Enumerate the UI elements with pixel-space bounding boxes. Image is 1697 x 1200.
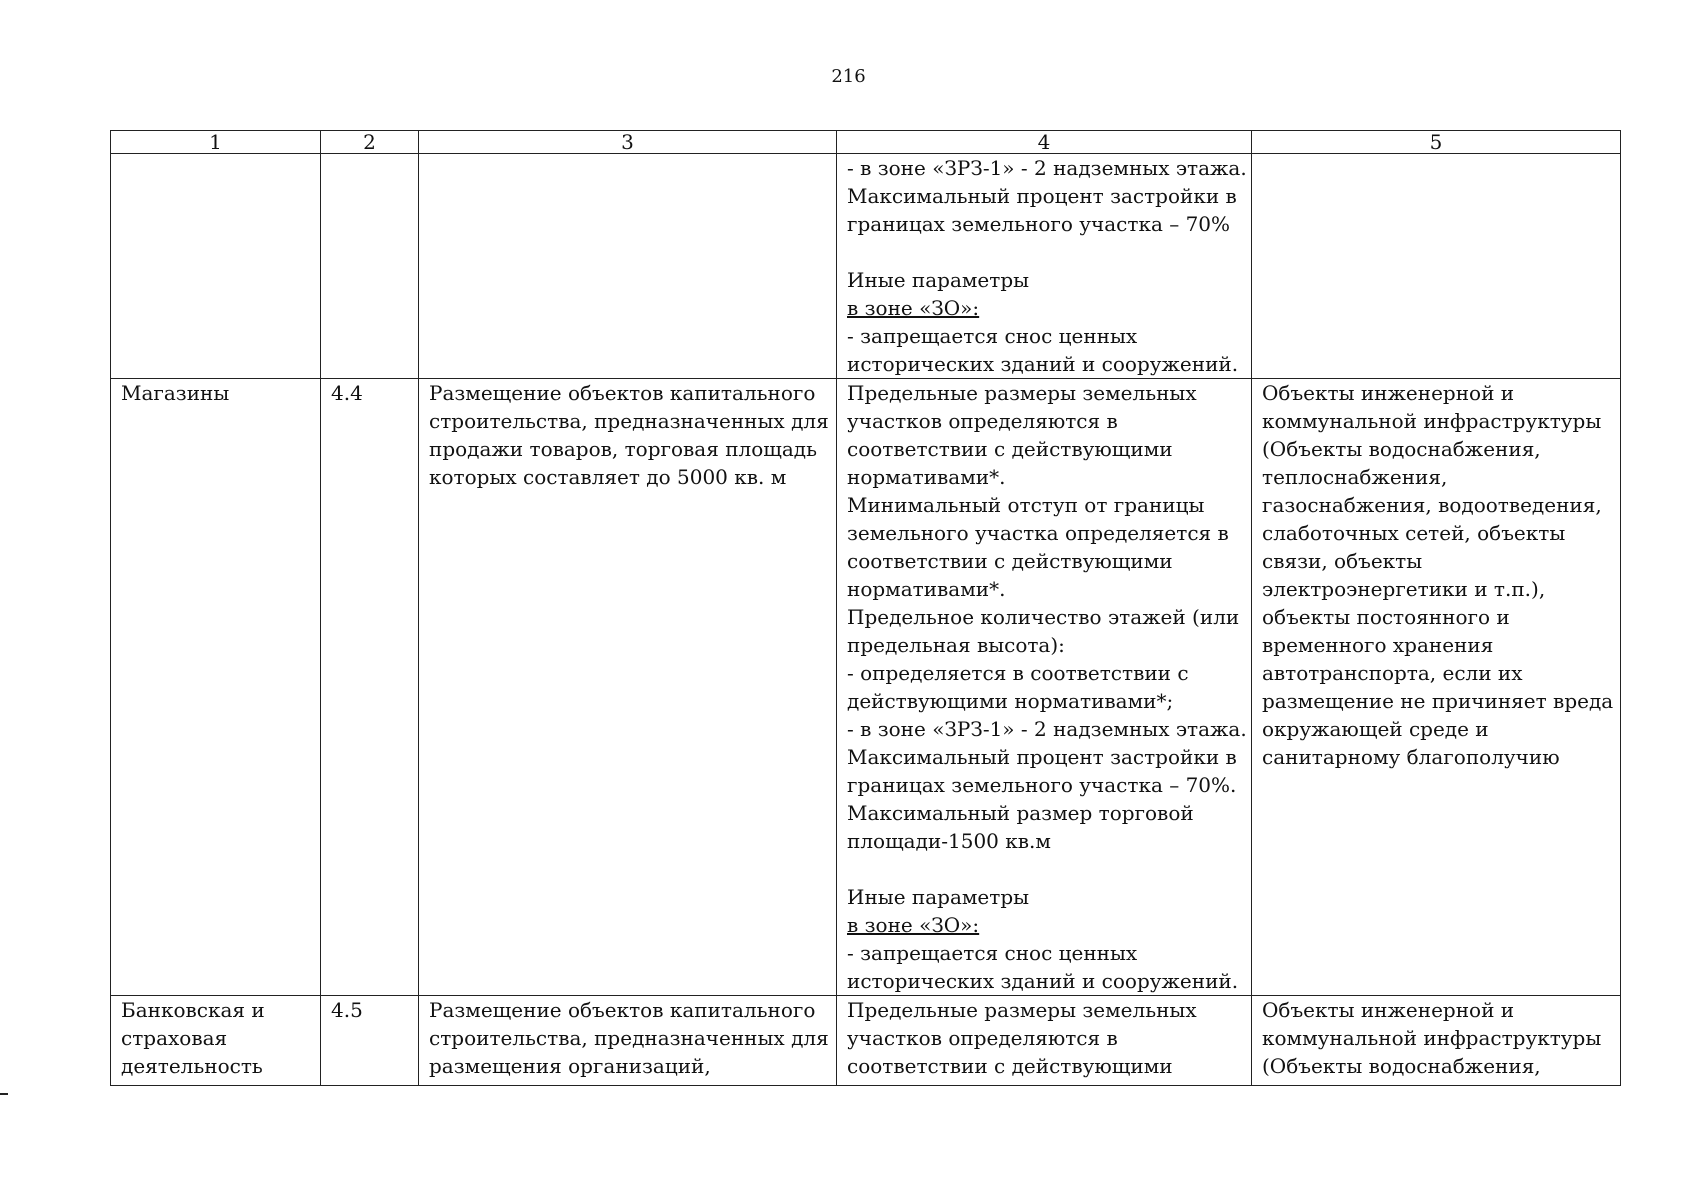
page-number: 216 [831, 66, 866, 87]
cell-text-line: - в зоне «ЗРЗ-1» - 2 надземных этажа. [847, 717, 1247, 741]
cell-text-line: теплоснабжения, [1262, 465, 1448, 489]
cell-text-line: временного хранения [1262, 633, 1494, 657]
cell-text-line: соответствии с действующими [847, 1054, 1173, 1078]
cell-text-line: коммунальной инфраструктуры [1262, 1026, 1602, 1050]
cell-text-line: Объекты инженерной и [1262, 998, 1515, 1022]
cell-text-line: окружающей среде и [1262, 717, 1489, 741]
cell-text-line: Магазины [121, 381, 230, 405]
cell-col-4 [837, 154, 1252, 379]
cell-text-line: - запрещается снос ценных [847, 941, 1138, 965]
cell-text-line [847, 855, 1241, 883]
cell-text-line: (Объекты водоснабжения, [1262, 437, 1541, 461]
cell-text-line: Минимальный отступ от границы [847, 493, 1205, 517]
cell-text-line: размещение не причиняет вреда [1262, 689, 1614, 713]
cell-text-line: Максимальный размер торговой [847, 801, 1194, 825]
cell-text-line: Предельные размеры земельных [847, 381, 1197, 405]
cell-text-line: продажи товаров, торговая площадь [429, 437, 817, 461]
cell-col-2 [321, 154, 419, 379]
cell-text-line: страховая [121, 1026, 228, 1050]
cell-text-line: Максимальный процент застройки в [847, 184, 1237, 208]
cell-text-line: которых составляет до 5000 кв. м [429, 465, 787, 489]
cell-text-line: участков определяются в [847, 1026, 1118, 1050]
cell-text-line: соответствии с действующими [847, 549, 1173, 573]
cell-text-line: слаботочных сетей, объекты [1262, 521, 1566, 545]
cell-col-1 [111, 379, 321, 996]
cell-text-line: строительства, предназначенных для [429, 409, 829, 433]
cell-text-line: (Объекты водоснабжения, [1262, 1054, 1541, 1078]
cell-text-line: исторических зданий и сооружений. [847, 969, 1239, 993]
cell-text-line: объекты постоянного и [1262, 605, 1510, 629]
cell-text-line: в зоне «ЗО»: [847, 913, 980, 937]
cell-col-5 [1252, 379, 1621, 996]
cell-text-line: Иные параметры [847, 885, 1030, 909]
cell-text-line: площади-1500 кв.м [847, 829, 1051, 853]
cell-col-3 [419, 154, 837, 379]
cell-text-line: предельная высота): [847, 633, 1065, 657]
margin-mark [0, 1093, 8, 1095]
zoning-table [110, 130, 1621, 1086]
cell-text-line: нормативами*. [847, 465, 1006, 489]
column-header-3: 3 [419, 131, 837, 154]
column-header-4: 4 [837, 131, 1252, 154]
cell-text-line: Максимальный процент застройки в [847, 745, 1237, 769]
cell-text-line: автотранспорта, если их [1262, 661, 1523, 685]
cell-text-line: в зоне «ЗО»: [847, 296, 980, 320]
cell-text-line [847, 238, 1241, 266]
cell-text-line: Предельные размеры земельных [847, 998, 1197, 1022]
cell-col-5 [1252, 154, 1621, 379]
header-row [111, 131, 1621, 154]
cell-col-1 [111, 996, 321, 1086]
cell-text-line: нормативами*. [847, 577, 1006, 601]
cell-text-line: 4.4 [331, 381, 363, 405]
cell-text-line: - запрещается снос ценных [847, 324, 1138, 348]
cell-text-line: коммунальной инфраструктуры [1262, 409, 1602, 433]
cell-text-line: Банковская и [121, 998, 265, 1022]
cell-text-line: 4.5 [331, 998, 363, 1022]
cell-text-line: строительства, предназначенных для [429, 1026, 829, 1050]
cell-text-line: участков определяются в [847, 409, 1118, 433]
cell-col-1 [111, 154, 321, 379]
table-row-shops [111, 379, 1621, 996]
cell-text-line: газоснабжения, водоотведения, [1262, 493, 1602, 517]
cell-col-4 [837, 996, 1252, 1086]
cell-text-line: - определяется в соответствии с [847, 661, 1189, 685]
cell-text-line: размещения организаций, [429, 1054, 711, 1078]
cell-text-line: - в зоне «ЗРЗ-1» - 2 надземных этажа. [847, 156, 1247, 180]
cell-text-line: Размещение объектов капитального [429, 998, 816, 1022]
cell-text-line: границах земельного участка – 70%. [847, 773, 1237, 797]
cell-col-4 [837, 379, 1252, 996]
column-header-2: 2 [321, 131, 419, 154]
table-row-continued [111, 154, 1621, 379]
cell-text-line: Иные параметры [847, 268, 1030, 292]
column-header-1: 1 [111, 131, 321, 154]
cell-text-line: земельного участка определяется в [847, 521, 1229, 545]
cell-text-line: действующими нормативами*; [847, 689, 1174, 713]
cell-col-3 [419, 379, 837, 996]
cell-text-line: исторических зданий и сооружений. [847, 352, 1239, 376]
cell-text-line: Размещение объектов капитального [429, 381, 816, 405]
cell-text-line: связи, объекты [1262, 549, 1423, 573]
cell-text-line: соответствии с действующими [847, 437, 1173, 461]
table-body [111, 154, 1621, 1086]
table-row-banking [111, 996, 1621, 1086]
cell-text-line: Предельное количество этажей (или [847, 605, 1240, 629]
cell-text-line: деятельность [121, 1054, 263, 1078]
cell-text-line: санитарному благополучию [1262, 745, 1560, 769]
cell-text-line: границах земельного участка – 70% [847, 212, 1231, 236]
cell-col-2 [321, 996, 419, 1086]
cell-col-5 [1252, 996, 1621, 1086]
cell-col-2 [321, 379, 419, 996]
cell-text-line: Объекты инженерной и [1262, 381, 1515, 405]
cell-col-3 [419, 996, 837, 1086]
column-header-5: 5 [1252, 131, 1621, 154]
cell-text-line: электроэнергетики и т.п.), [1262, 577, 1546, 601]
